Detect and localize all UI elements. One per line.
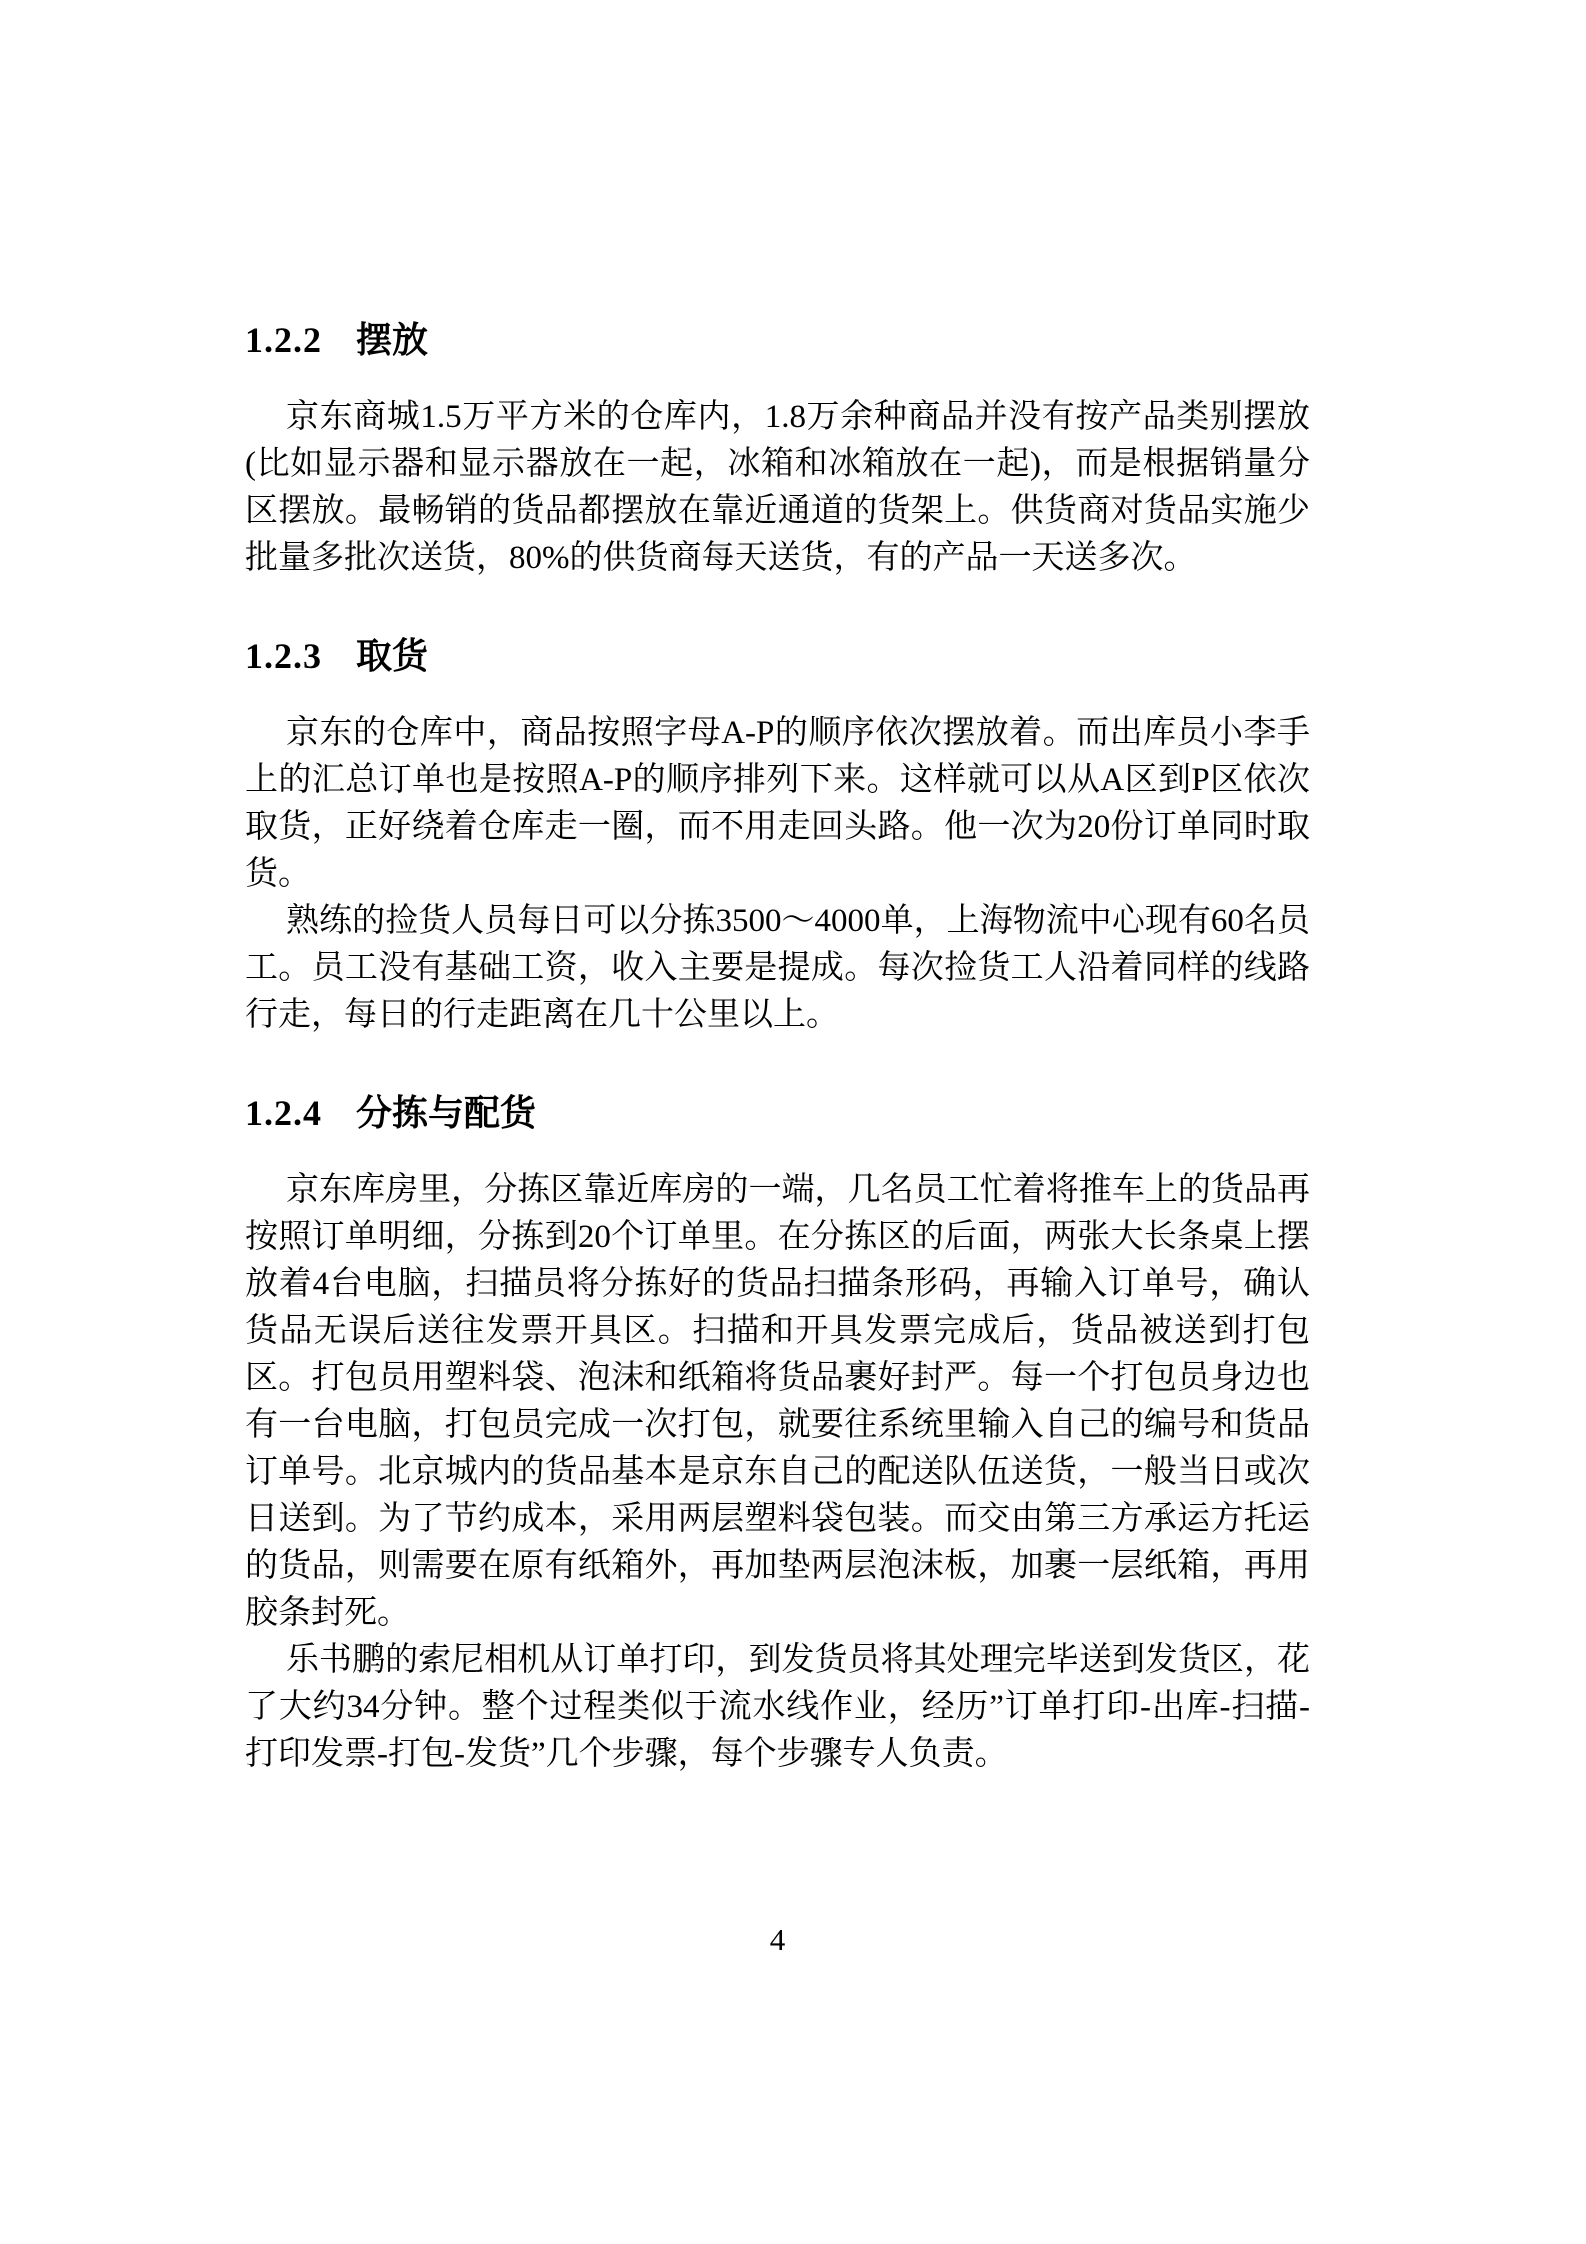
paragraph: 乐书鹏的索尼相机从订单打印，到发货员将其处理完毕送到发货区，花了大约34分钟。整个过程类似于流水线作业，经历”订单打印-出库-扫描-打印发票-打包-发货”几个步骤，每个步骤专人负责。 bbox=[245, 1642, 1310, 1772]
section-number: 1.2.3 bbox=[245, 636, 322, 676]
section-title: 取货 bbox=[356, 635, 429, 676]
section-heading-1-2-4 bbox=[245, 1091, 1310, 1135]
section-number: 1.2.4 bbox=[245, 1093, 322, 1133]
paragraph: 京东库房里，分拣区靠近库房的一端，几名员工忙着将推车上的货品再按照订单明细，分拣到20个订单里。在分拣区的后面，两张大长条桌上摆放着4台电脑，扫描员将分拣好的货品扫描条形码，再输入订单号，确认货品无误后送往发票开具区。扫描和开具发票完成后，货品被送到打包区。打包员用塑料袋、泡沫和纸箱将货品裹好封严。每一个打包员身边也有一台电脑，打包员完成一次打包，就要往系统里输入自己的编号和货品订单号。北京城内的货品基本是京东自己的配送队伍送货，一般当日或次日送到。为了节约成本，采用两层塑料袋包装。而交由第三方承运方托运的货品，则需要在原有纸箱外，再加垫两层泡沫板，加裹一层纸箱，再用胶条封死。 bbox=[245, 1172, 1310, 1631]
section-number: 1.2.2 bbox=[245, 320, 322, 360]
paragraph: 熟练的捡货人员每日可以分拣3500～4000单，上海物流中心现有60名员工。员工没有基础工资，收入主要是提成。每次捡货工人沿着同样的线路行走，每日的行走距离在几十公里以上。 bbox=[245, 903, 1310, 1033]
paragraph: 京东的仓库中，商品按照字母A-P的顺序依次摆放着。而出库员小李手上的汇总订单也是按照A-P的顺序排列下来。这样就可以从A区到P区依次取货，正好绕着仓库走一圈，而不用走回头路。他一次为20份订单同时取货。 bbox=[245, 715, 1310, 892]
section-title: 摆放 bbox=[356, 319, 429, 360]
paragraph: 京东商城1.5万平方米的仓库内，1.8万余种商品并没有按产品类别摆放(比如显示器和显示器放在一起，冰箱和冰箱放在一起)，而是根据销量分区摆放。最畅销的货品都摆放在靠近通道的货架上。供货商对货品实施少批量多批次送货，80%的供货商每天送货，有的产品一天送多次。 bbox=[245, 399, 1310, 576]
page-content bbox=[245, 318, 1310, 1778]
section-heading-1-2-2 bbox=[245, 318, 1310, 362]
section-heading-1-2-3 bbox=[245, 634, 1310, 678]
section-title: 分拣与配货 bbox=[356, 1092, 537, 1133]
page-number: 4 bbox=[769, 1922, 786, 1957]
